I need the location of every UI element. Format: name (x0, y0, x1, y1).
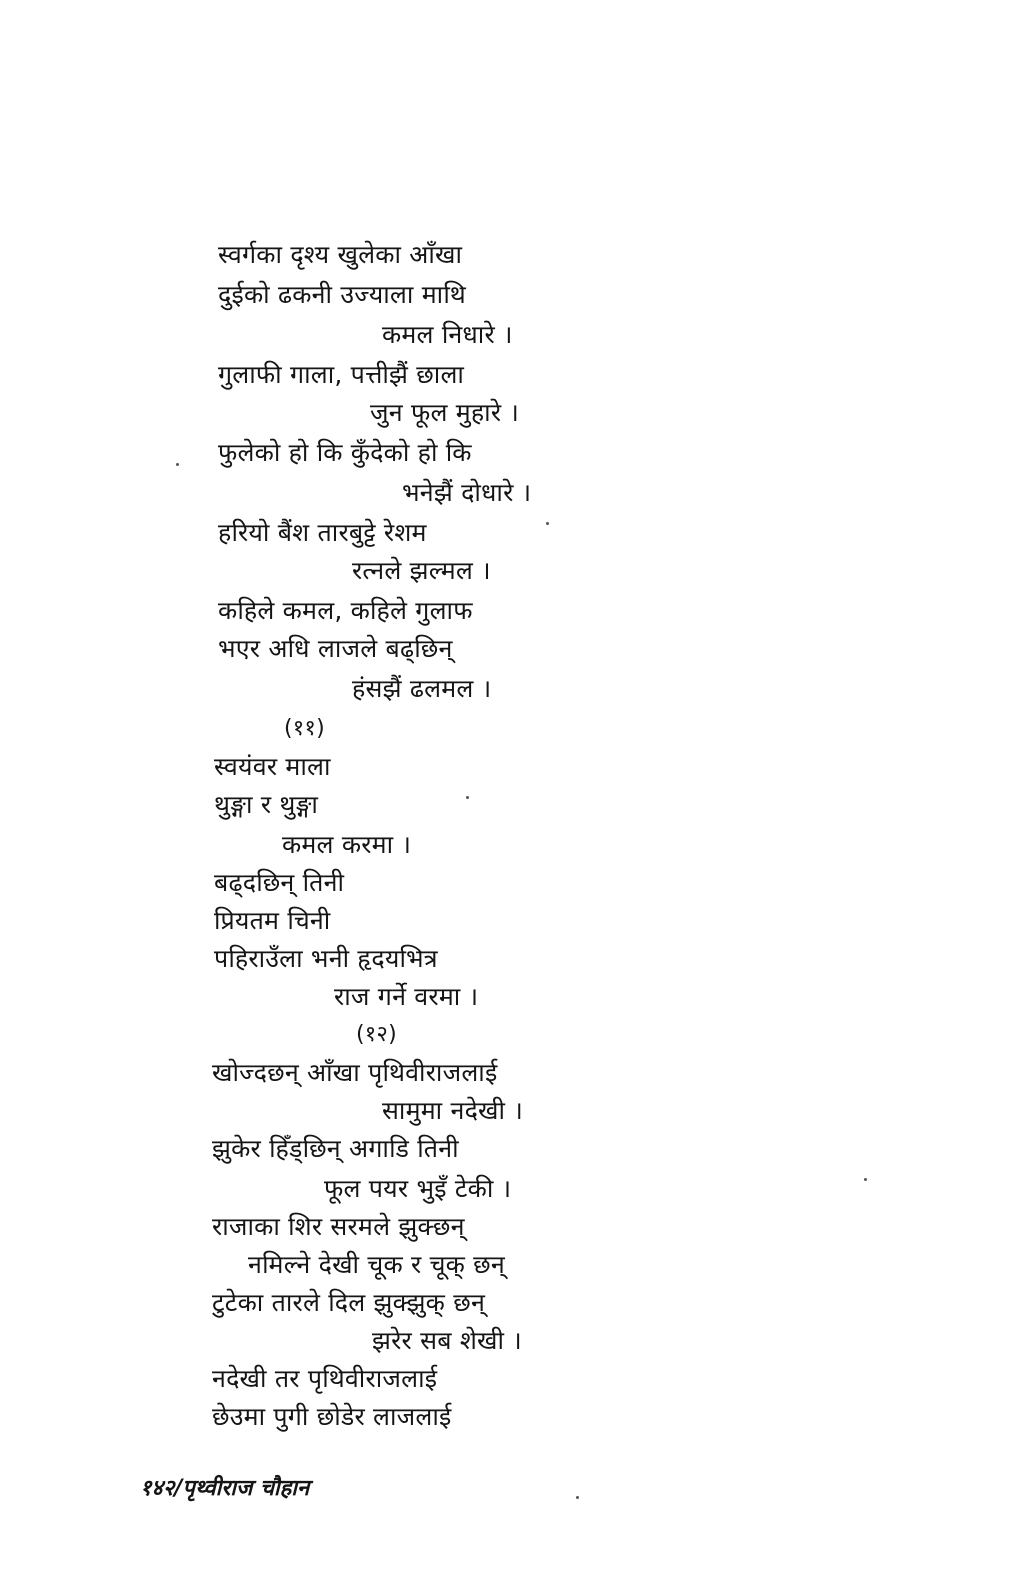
poem-line: हंसझैं ढलमल । (352, 674, 492, 703)
verse-number: (१२) (356, 1022, 397, 1047)
verse-number: (११) (284, 716, 325, 741)
poem-line: टुटेका तारले दिल झुक्झुक् छन् (212, 1288, 486, 1317)
poem-line: कमल करमा । (282, 830, 412, 859)
poem-line: गुलाफी गाला, पत्तीझैं छाला (218, 360, 465, 389)
scan-speck (576, 1496, 579, 1499)
poem-line: स्वर्गका दृश्य खुलेका आँखा (218, 240, 463, 269)
poem-line: कहिले कमल, कहिले गुलाफ (218, 596, 473, 625)
poem-line: दुईको ढकनी उज्याला माथि (218, 280, 466, 309)
page-footer: १४२/पृथ्वीराज चौहान (140, 1476, 310, 1501)
poem-line: राज गर्ने वरमा । (334, 982, 479, 1011)
poem-line: राजाका शिर सरमले झुक्छन् (212, 1212, 465, 1241)
scan-speck (864, 1178, 867, 1181)
poem-line: भएर अधि लाजले बढ्छिन् (218, 634, 453, 663)
poem-line: नमिल्ने देखी चूक र चूक् छन् (248, 1250, 505, 1279)
poem-line: भनेझैं दोधारे । (402, 478, 532, 507)
poem-line: छेउमा पुगी छोडेर लाजलाई (212, 1402, 452, 1431)
poem-line: फूल पयर भुइँ टेकी । (324, 1174, 512, 1203)
poem-line: रत्नले झल्मल । (352, 556, 491, 585)
scan-speck (176, 463, 179, 466)
scan-speck (546, 522, 549, 525)
poem-line: खोज्दछन् आँखा पृथिवीराजलाई (212, 1058, 498, 1087)
poem-line: थुङ्गा र थुङ्गा (214, 790, 319, 819)
poem-line: स्वयंवर माला (214, 752, 331, 781)
poem-line: प्रियतम चिनी (214, 906, 331, 935)
poem-line: बढ्दछिन् तिनी (214, 868, 345, 897)
poem-line: नदेखी तर पृथिवीराजलाई (212, 1364, 438, 1393)
poem-line: पहिराउँला भनी हृदयभित्र (214, 944, 438, 973)
scan-speck (466, 796, 469, 799)
poem-line: कमल निधारे । (382, 320, 513, 349)
poem-line: हरियो बैंश तारबुट्टे रेशम (218, 518, 427, 547)
poem-line: सामुमा नदेखी । (382, 1096, 523, 1125)
poem-line: झुकेर हिँड्छिन् अगाडि तिनी (212, 1134, 459, 1163)
poem-line: फुलेको हो कि कुँदेको हो कि (218, 438, 472, 467)
poem-line: जुन फूल मुहारे । (370, 398, 520, 427)
poem-line: झरेर सब शेखी । (372, 1326, 522, 1355)
